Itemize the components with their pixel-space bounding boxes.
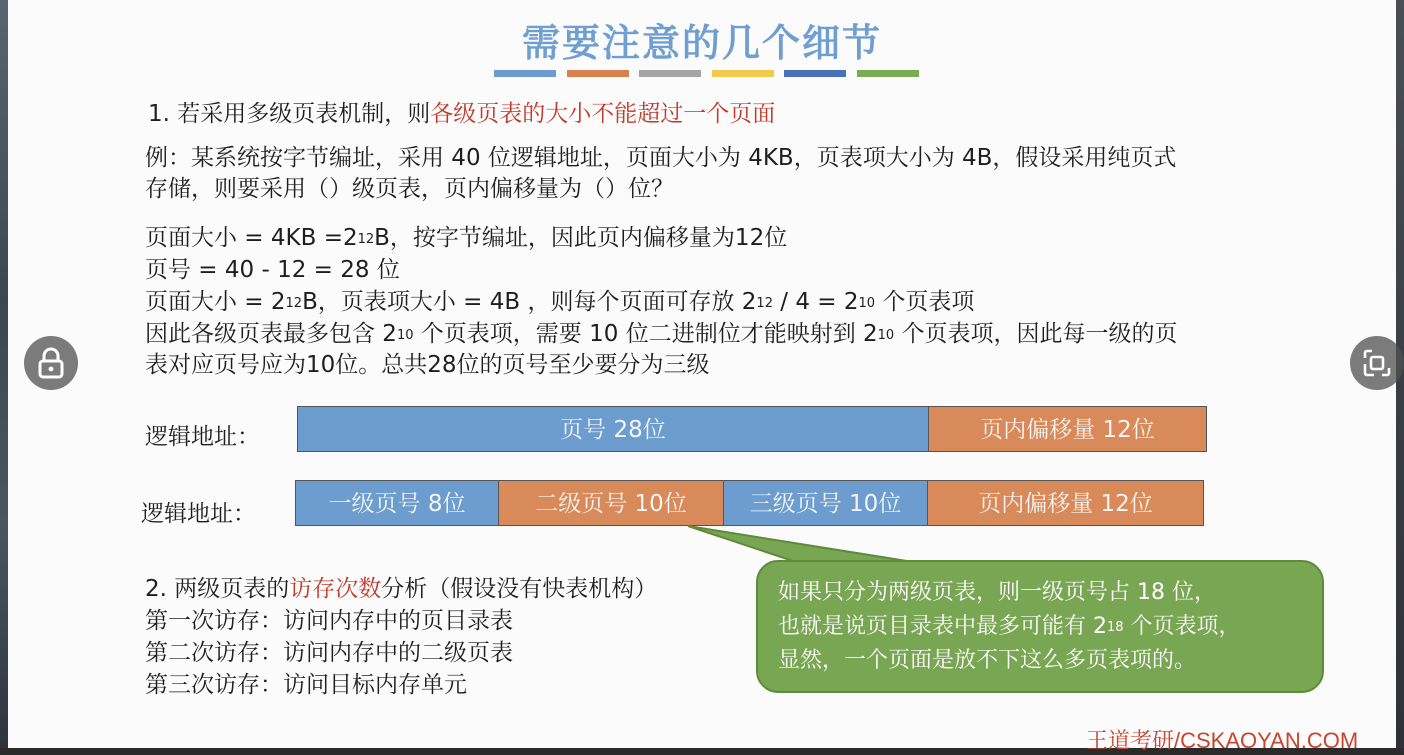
exponent: 12 xyxy=(756,296,773,311)
callout-line-2 xyxy=(778,610,1302,644)
logical-address-label-2: 逻辑地址： xyxy=(141,501,256,527)
callout-line-3: 显然，一个页面是放不下这么多页表项的。 xyxy=(778,648,1197,673)
level-2-page-segment: 二级页号 10位 xyxy=(498,480,724,526)
solution-text: 个页表项，因此每一级的页 xyxy=(894,321,1178,347)
page-offset-segment: 页内偏移量 12位 xyxy=(928,406,1207,452)
exponent: 10 xyxy=(858,296,876,311)
solution-text: 因此各级页表最多包含 2 xyxy=(145,321,397,347)
lock-icon xyxy=(36,347,66,379)
exponent: 10 xyxy=(396,328,414,343)
callout-box xyxy=(756,560,1324,693)
window-edge-left xyxy=(0,0,8,748)
solution-text: 个页表项 xyxy=(875,289,975,315)
solution-text: / 4 = 2 xyxy=(772,289,859,315)
solution-text: B，页表项大小 = 4B ，则每个页面可存放 2 xyxy=(302,289,757,315)
point-1-highlight: 各级页表的大小不能超过一个页面 xyxy=(430,101,776,127)
logical-address-label-1: 逻辑地址： xyxy=(145,424,260,450)
memory-access-2: 第二次访存：访问内存中的二级页表 xyxy=(145,640,513,666)
level-3-page-segment: 三级页号 10位 xyxy=(723,480,928,526)
point-2 xyxy=(145,573,657,605)
exponent: 18 xyxy=(1107,620,1124,635)
screenshot-button[interactable] xyxy=(1350,336,1404,390)
point-2-highlight: 访存次数 xyxy=(289,576,382,602)
point-2-suffix: 分析（假设没有快表机构） xyxy=(381,576,658,602)
level-1-page-segment: 一级页号 8位 xyxy=(295,480,499,526)
solution-text: 个页表项，需要 10 位二进制位才能映射到 2 xyxy=(413,321,878,347)
exponent: 10 xyxy=(877,328,895,343)
solution-text: 页面大小 = 2 xyxy=(145,289,286,315)
lock-button[interactable] xyxy=(24,336,78,390)
page-offset-segment-2: 页内偏移量 12位 xyxy=(927,480,1204,526)
memory-access-3: 第三次访存：访问目标内存单元 xyxy=(145,672,467,698)
watermark: 王道考研/CSKAOYAN.COM xyxy=(1086,728,1359,753)
solution-text: B，按字节编址，因此页内偏移量为12位 xyxy=(374,225,788,251)
solution-line-5: 表对应页号应为10位。总共28位的页号至少要分为三级 xyxy=(145,352,710,378)
point-1-prefix: 1. 若采用多级页表机制，则 xyxy=(148,101,431,127)
page-number-segment: 页号 28位 xyxy=(297,406,929,452)
solution-text: 页面大小 = 4KB =2 xyxy=(145,225,358,251)
callout-line-1: 如果只分为两级页表，则一级页号占 18 位， xyxy=(778,580,1216,605)
exponent: 12 xyxy=(357,232,375,247)
screenshot-icon xyxy=(1362,348,1392,378)
slide-title: 需要注意的几个细节 xyxy=(521,21,882,65)
solution-line-2: 页号 = 40 - 12 = 28 位 xyxy=(145,257,400,283)
callout-text: 也就是说页目录表中最多可能有 2 xyxy=(778,614,1107,639)
example-line-2: 存储，则要采用（）级页表，页内偏移量为（）位？ xyxy=(145,176,674,202)
example-line-1: 例：某系统按字节编址，采用 40 位逻辑地址，页面大小为 4KB，页表项大小为 4B，假设采用纯页式 xyxy=(145,145,1177,171)
exponent: 12 xyxy=(285,296,303,311)
slide xyxy=(8,0,1396,753)
memory-access-1: 第一次访存：访问内存中的页目录表 xyxy=(145,608,513,634)
callout-text: 个页表项， xyxy=(1123,614,1241,639)
point-2-prefix: 2. 两级页表的 xyxy=(145,576,290,602)
